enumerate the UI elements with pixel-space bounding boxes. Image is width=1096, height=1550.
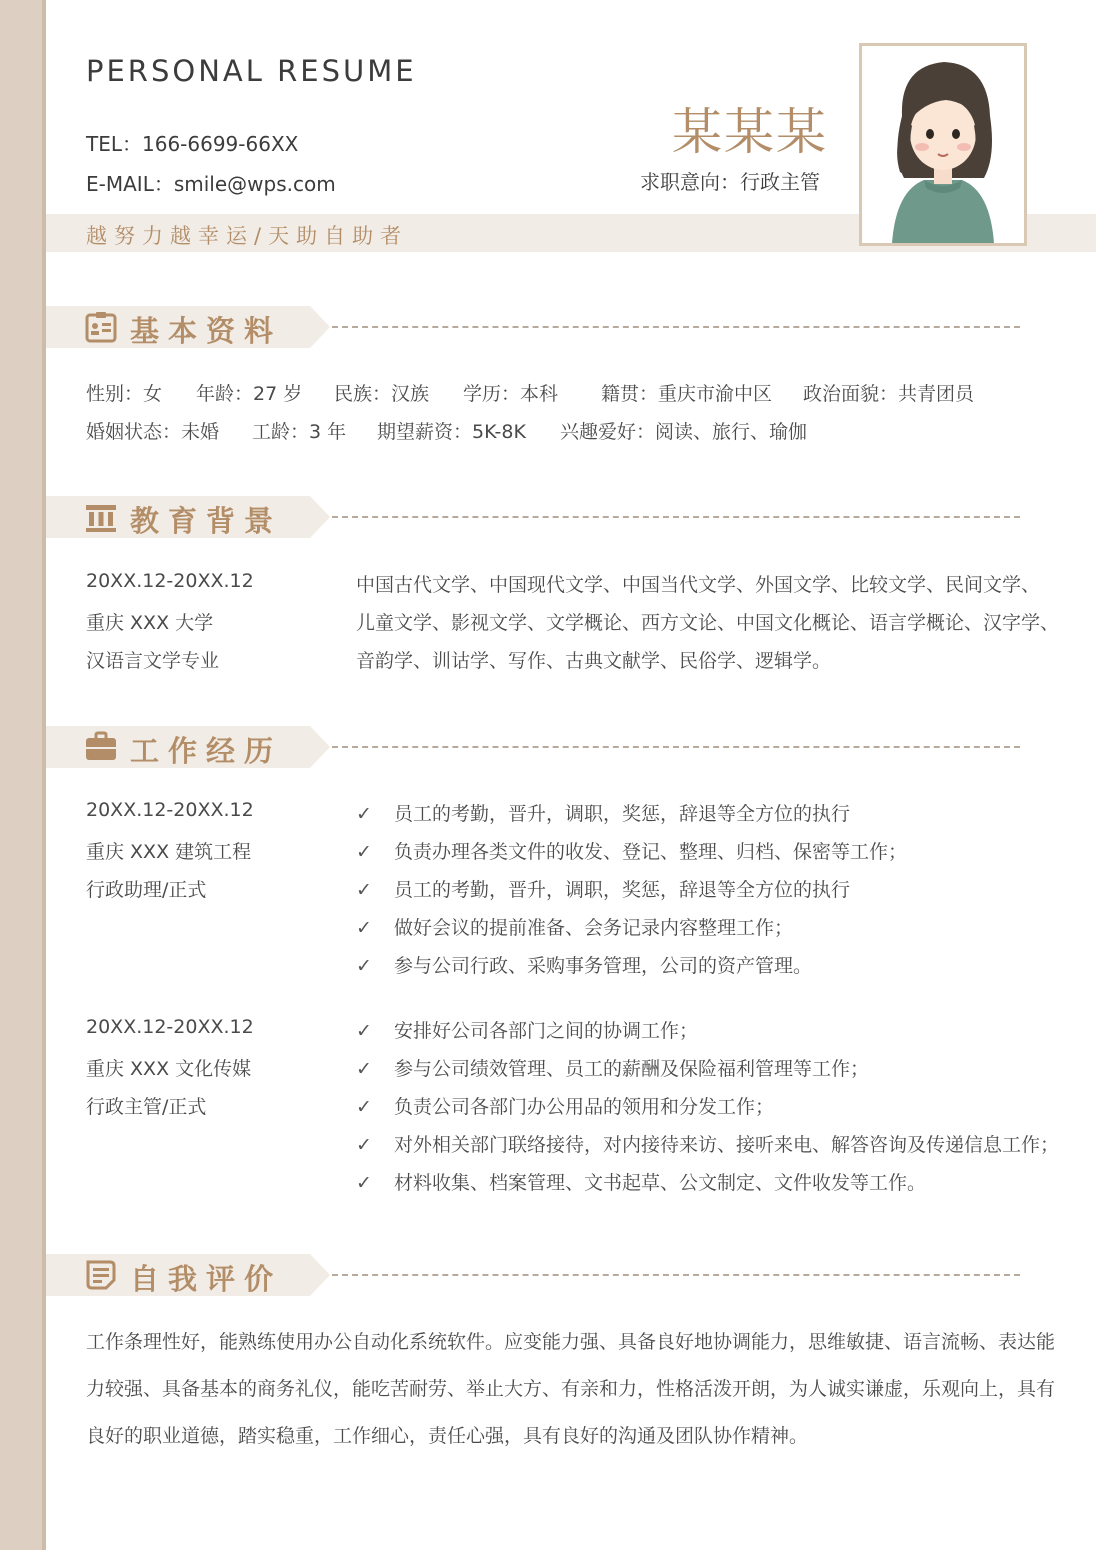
basic-info-row-1 — [86, 379, 974, 406]
info-hobbies: 兴趣爱好：阅读、旅行、瑜伽 — [560, 421, 808, 443]
duty-text: 员工的考勤，晋升，调职，奖惩，辞退等全方位的执行 — [394, 879, 851, 901]
duty-text: 材料收集、档案管理、文书起草、公文制定、文件收发等工作。 — [394, 1172, 927, 1194]
check-icon: ✓ — [356, 1172, 372, 1194]
job-duty-item — [356, 799, 850, 826]
duty-text: 安排好公司各部门之间的协调工作； — [394, 1020, 699, 1042]
job-duty-item — [356, 875, 850, 902]
job-duty-item — [356, 913, 793, 940]
info-work-years: 工龄：3 年 — [252, 421, 347, 443]
check-icon: ✓ — [356, 803, 372, 825]
education-courses-line: 中国古代文学、中国现代文学、中国当代文学、外国文学、比较文学、民间文学、 — [356, 574, 1041, 596]
duty-text: 参与公司行政、采购事务管理，公司的资产管理。 — [394, 955, 813, 977]
left-sidebar-strip — [0, 0, 46, 1550]
check-icon: ✓ — [356, 955, 372, 977]
info-political: 政治面貌：共青团员 — [803, 383, 975, 405]
check-icon: ✓ — [356, 1134, 372, 1156]
education-courses-line: 音韵学、训诂学、写作、古典文献学、民俗学、逻辑学。 — [356, 650, 832, 672]
contact-phone: TEL：166-6699-66XX — [86, 132, 299, 156]
job-intent: 求职意向：行政主管 — [640, 170, 820, 194]
section-divider — [332, 1274, 1020, 1276]
evaluation-line: 良好的职业道德，踏实稳重，工作细心，责任心强，具有良好的沟通及团队协作精神。 — [86, 1425, 809, 1447]
info-degree: 学历：本科 — [463, 383, 559, 405]
note-icon — [84, 1258, 118, 1292]
info-salary: 期望薪资：5K-8K — [377, 421, 526, 443]
job-role: 行政主管/正式 — [86, 1096, 207, 1118]
basic-info-row-2 — [86, 417, 807, 444]
evaluation-line: 工作条理性好，能熟练使用办公自动化系统软件。应变能力强、具备良好地协调能力，思维敏捷、语言流畅、表达能 — [86, 1331, 1056, 1353]
section-header-education — [46, 496, 330, 538]
job-duty-item — [356, 1168, 926, 1195]
job-duty-item — [356, 951, 812, 978]
job-duty-item — [356, 1130, 1059, 1157]
info-age: 年龄：27 岁 — [196, 383, 303, 405]
institution-icon — [84, 500, 118, 534]
check-icon: ✓ — [356, 1096, 372, 1118]
section-header-work — [46, 726, 330, 768]
duty-text: 负责公司各部门办公用品的领用和分发工作； — [394, 1096, 775, 1118]
check-icon: ✓ — [356, 917, 372, 939]
education-period: 20XX.12-20XX.12 — [86, 570, 254, 592]
job-duty-item — [356, 1016, 698, 1043]
section-divider — [332, 516, 1020, 518]
job-period: 20XX.12-20XX.12 — [86, 1016, 254, 1038]
check-icon: ✓ — [356, 841, 372, 863]
job-duty-item — [356, 1054, 869, 1081]
education-school: 重庆 XXX 大学 — [86, 612, 214, 634]
job-role: 行政助理/正式 — [86, 879, 207, 901]
section-header-basic — [46, 306, 330, 348]
job-period: 20XX.12-20XX.12 — [86, 799, 254, 821]
section-title-education: 教育背景 — [130, 504, 283, 538]
section-title-basic: 基本资料 — [130, 314, 283, 348]
duty-text: 参与公司绩效管理、员工的薪酬及保险福利管理等工作； — [394, 1058, 870, 1080]
job-company: 重庆 XXX 文化传媒 — [86, 1058, 252, 1080]
contact-email: E-MAIL：smile@wps.com — [86, 172, 336, 196]
id-card-icon — [84, 310, 118, 344]
info-marital: 婚姻状态：未婚 — [86, 421, 220, 443]
check-icon: ✓ — [356, 1058, 372, 1080]
section-header-evaluation — [46, 1254, 330, 1296]
motto-text: 越努力越幸运/天助自助者 — [86, 224, 409, 248]
job-company: 重庆 XXX 建筑工程 — [86, 841, 252, 863]
info-ethnicity: 民族：汉族 — [334, 383, 430, 405]
avatar-illustration — [862, 46, 1024, 243]
check-icon: ✓ — [356, 879, 372, 901]
candidate-name: 某某某 — [672, 103, 828, 161]
evaluation-line: 力较强、具备基本的商务礼仪，能吃苦耐劳、举止大方、有亲和力，性格活泼开朗，为人诚实谦虚，乐观向上，具有 — [86, 1378, 1056, 1400]
section-divider — [332, 746, 1020, 748]
section-title-work: 工作经历 — [130, 734, 283, 768]
info-gender: 性别：女 — [86, 383, 163, 405]
check-icon: ✓ — [356, 1020, 372, 1042]
duty-text: 做好会议的提前准备、会务记录内容整理工作； — [394, 917, 794, 939]
section-divider — [332, 326, 1020, 328]
duty-text: 员工的考勤，晋升，调职，奖惩，辞退等全方位的执行 — [394, 803, 851, 825]
profile-photo — [859, 43, 1027, 246]
resume-title: PERSONAL RESUME — [86, 54, 417, 88]
education-major: 汉语言文学专业 — [86, 650, 220, 672]
job-duty-item — [356, 1092, 774, 1119]
job-duty-item — [356, 837, 907, 864]
education-courses-line: 儿童文学、影视文学、文学概论、西方文论、中国文化概论、语言学概论、汉字学、 — [356, 612, 1060, 634]
duty-text: 负责办理各类文件的收发、登记、整理、归档、保密等工作； — [394, 841, 908, 863]
info-hometown: 籍贯：重庆市渝中区 — [601, 383, 773, 405]
briefcase-icon — [84, 730, 118, 764]
section-title-evaluation: 自我评价 — [130, 1262, 283, 1296]
duty-text: 对外相关部门联络接待，对内接待来访、接听来电、解答咨询及传递信息工作； — [394, 1134, 1060, 1156]
